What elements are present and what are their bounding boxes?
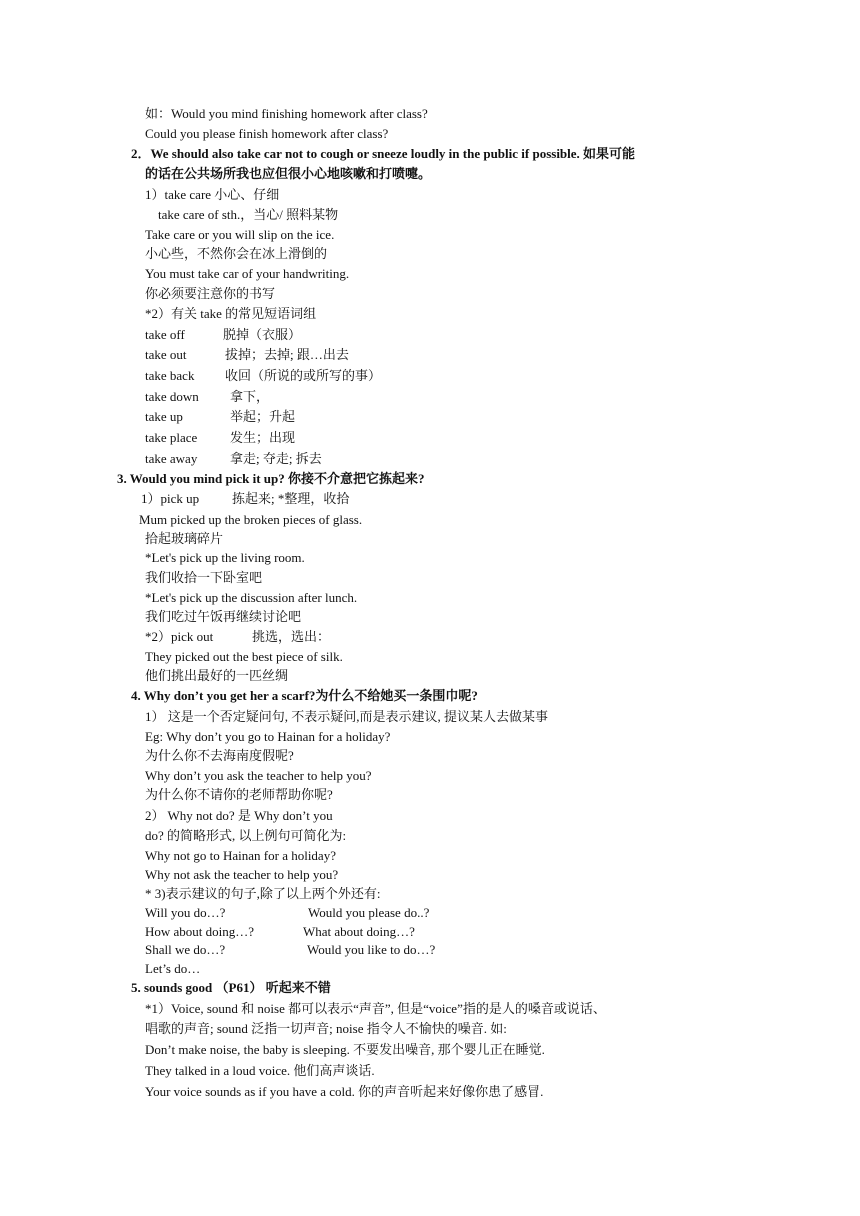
note-line: 2） Why not do? 是 Why don’t you [145, 808, 333, 823]
section-5-heading: 5. sounds good （P61） 听起来不错 [131, 980, 331, 995]
example-line: 如：Would you mind finishing homework after class? [145, 106, 428, 121]
translation-line: 你必须要注意你的书写 [145, 286, 276, 301]
phrase-row [145, 347, 349, 363]
note-line: 1）take care 小心、仔细 [145, 187, 280, 202]
note-line [145, 629, 330, 645]
section-2-heading: 2．We should also take car not to cough or sneeze loudly in the public if possible. 如果可能 [131, 146, 636, 161]
note-line: *2）有关 take 的常见短语词组 [145, 306, 317, 321]
suggestion-a: How about doing…? [145, 924, 255, 939]
example-line: Why don’t you ask the teacher to help you? [145, 768, 372, 783]
suggestion-b: Would you like to do…? [307, 942, 436, 957]
phrase-en: take off [145, 327, 185, 342]
note-line [141, 491, 349, 507]
example-line: *Let's pick up the living room. [145, 550, 305, 565]
section-3-heading: 3. Would you mind pick it up? 你接不介意把它拣起来? [117, 471, 425, 486]
suggestion-row [145, 905, 429, 921]
phrase-zh: 收回（所说的或所写的事） [225, 368, 382, 383]
example-line: Let’s do… [145, 961, 201, 976]
note-line: 唱歌的声音; sound 泛指一切声音; noise 指令人不愉快的噪音. 如: [145, 1021, 507, 1036]
phrase-zh: 拿走; 夺走; 拆去 [230, 451, 322, 466]
phrase-row [145, 389, 269, 405]
note-line: *1）Voice, sound 和 noise 都可以表示“声音”, 但是“voice”指的是人的嗓音或说话、 [145, 1001, 606, 1016]
phrase-en: take away [145, 451, 198, 466]
example-line: Your voice sounds as if you have a cold. 你的声音听起来好像你患了感冒. [145, 1084, 544, 1099]
section-2-heading-cont: 的话在公共场所我也应但很小心地咳嗽和打喷嚏。 [145, 166, 432, 181]
suggestion-a: Shall we do…? [145, 942, 226, 957]
example-line: Could you please finish homework after class? [145, 126, 389, 141]
example-line: Take care or you will slip on the ice. [145, 227, 335, 242]
example-line: They picked out the best piece of silk. [145, 649, 343, 664]
phrase-row [145, 451, 322, 467]
translation-line: 拾起玻璃碎片 [145, 531, 224, 546]
example-line: Eg: Why don’t you go to Hainan for a holiday? [145, 729, 391, 744]
translation-line: 为什么你不请你的老师帮助你呢? [145, 787, 333, 802]
phrase-zh: 脱掉（衣服） [223, 327, 302, 342]
note-line: 1） 这是一个否定疑问句, 不表示疑问,而是表示建议, 提议某人去做某事 [145, 709, 549, 724]
note-line: * 3)表示建议的句子,除了以上两个外还有: [145, 886, 381, 901]
phrase-zh: 拿下， [230, 389, 270, 404]
phrase-row [145, 430, 295, 446]
translation-line: 我们收拾一下卧室吧 [145, 570, 263, 585]
note-line: do? 的简略形式, 以上例句可简化为: [145, 828, 347, 843]
suggestion-a: Will you do…? [145, 905, 226, 920]
suggestion-b: What about doing…? [303, 924, 415, 939]
phrase-en: take back [145, 368, 195, 383]
phrase-en: take place [145, 430, 198, 445]
translation-line: 小心些，不然你会在冰上滑倒的 [145, 246, 328, 261]
phrase-row [145, 327, 301, 343]
phrase-zh: 举起；升起 [230, 409, 296, 424]
translation-line: 他们挑出最好的一匹丝绸 [145, 668, 289, 683]
example-line: Don’t make noise, the baby is sleeping. 不要发出噪音, 那个婴儿正在睡觉. [145, 1042, 545, 1057]
example-line: *Let's pick up the discussion after lunch. [145, 590, 358, 605]
phrase-row [145, 409, 295, 425]
example-line: Why not go to Hainan for a holiday? [145, 848, 336, 863]
note-meaning: 挑选，选出： [252, 629, 331, 644]
note-line: take care of sth.，当心/ 照料某物 [158, 207, 339, 222]
suggestion-row [145, 942, 435, 958]
translation-line: 我们吃过午饭再继续讨论吧 [145, 609, 302, 624]
phrase-en: take up [145, 409, 183, 424]
example-line: They talked in a loud voice. 他们高声谈话. [145, 1063, 375, 1078]
example-line: Why not ask the teacher to help you? [145, 867, 339, 882]
translation-line: 为什么你不去海南度假呢? [145, 748, 294, 763]
phrase-en: take down [145, 389, 199, 404]
suggestion-b: Would you please do..? [308, 905, 430, 920]
example-line: You must take car of your handwriting. [145, 266, 350, 281]
example-line: Mum picked up the broken pieces of glass. [139, 512, 363, 527]
suggestion-row [145, 924, 415, 940]
phrase-zh: 拔掉；去掉; 跟…出去 [225, 347, 349, 362]
note-term: *2）pick out [145, 629, 214, 644]
note-term: 1）pick up [141, 491, 200, 506]
phrase-en: take out [145, 347, 187, 362]
phrase-zh: 发生；出现 [230, 430, 296, 445]
section-4-heading: 4. Why don’t you get her a scarf?为什么不给她买一条围巾呢? [131, 688, 478, 703]
phrase-row [145, 368, 381, 384]
note-meaning: 拣起来; *整理，收拾 [232, 491, 350, 506]
